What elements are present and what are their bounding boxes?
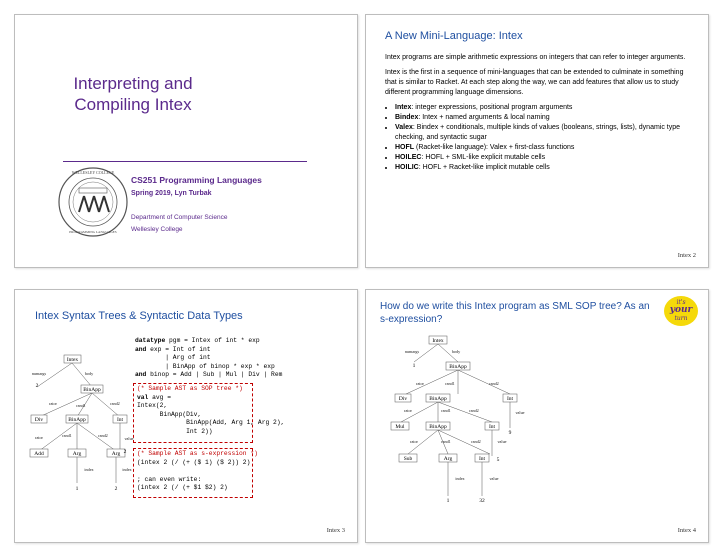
tree-leaf: 2 bbox=[123, 449, 127, 455]
slide-2-body bbox=[385, 53, 697, 173]
tree-node-arg: Arg bbox=[111, 451, 121, 457]
paragraph-1: Intex programs are simple arithmetic expressions on integers that can refer to integer arguments. bbox=[385, 54, 686, 61]
svg-text:index: index bbox=[84, 467, 94, 472]
tree-node-binapp: BinApp bbox=[429, 396, 447, 402]
exercise-tree-diagram bbox=[366, 330, 708, 530]
svg-text:rator: rator bbox=[404, 408, 412, 413]
svg-text:index: index bbox=[455, 476, 465, 481]
svg-text:rand1: rand1 bbox=[445, 381, 455, 386]
page-number: Intex 2 bbox=[677, 252, 696, 259]
slide-2-intex-intro bbox=[365, 14, 709, 268]
svg-text:rand2: rand2 bbox=[110, 401, 120, 406]
svg-text:rand2: rand2 bbox=[471, 439, 481, 444]
tree-node-intex: Intex bbox=[432, 338, 444, 344]
tree-node-int: Int bbox=[506, 396, 514, 402]
svg-text:rator: rator bbox=[416, 381, 424, 386]
svg-text:numargs: numargs bbox=[31, 371, 47, 376]
slide-3-heading: Intex Syntax Trees & Syntactic Data Types bbox=[35, 310, 243, 322]
slide-4-exercise bbox=[365, 289, 709, 543]
list-item: • Intex: integer expressions, positional program arguments bbox=[395, 103, 697, 113]
svg-text:rator: rator bbox=[49, 401, 57, 406]
list-item: • Bindex: Intex + named arguments & local naming bbox=[395, 113, 697, 123]
your-turn-badge-icon: it's your turn bbox=[664, 296, 698, 326]
tree-leaf: 1 bbox=[75, 486, 79, 490]
tree-leaf: 2 bbox=[114, 486, 118, 490]
datatype-code: datatype pgm = Intex of int * exp and exp = Int of int | Arg of int | BinApp of binop * exp * exp and binop = Add | Sub | Mul | Div | Rem bbox=[135, 337, 283, 378]
paragraph-2: Intex is the first in a sequence of mini-languages that can be extended to culminate in something that is similar to Racket. At each step along the way, we can add features that allow us to study different programming language dimensions. bbox=[385, 69, 684, 96]
tree-node-binapp: BinApp bbox=[68, 417, 86, 423]
tree-node-binapp: BinApp bbox=[429, 424, 447, 430]
svg-text:value: value bbox=[497, 439, 507, 444]
slide-1-title bbox=[14, 14, 358, 268]
slide-4-heading: How do we write this Intex program as SML SOP tree? As an s-expression? bbox=[380, 301, 650, 325]
language-list bbox=[385, 103, 697, 173]
slide-3-syntax-trees bbox=[14, 289, 358, 543]
tree-node-mul: Mul bbox=[395, 424, 405, 430]
svg-text:rand1: rand1 bbox=[441, 439, 451, 444]
tree-node-div: Div bbox=[398, 396, 408, 402]
tree-node-binapp: BinApp bbox=[83, 387, 101, 393]
tree-node-sub: Sub bbox=[403, 456, 413, 462]
wellesley-seal-icon bbox=[57, 166, 129, 238]
svg-text:body: body bbox=[451, 349, 461, 354]
slide-2-heading: A New Mini-Language: Intex bbox=[385, 30, 523, 42]
tree-node-intex: Intex bbox=[66, 357, 79, 363]
svg-text:numargs: numargs bbox=[404, 349, 420, 354]
list-item: • HOFL (Racket-like language): Valex + first-class functions bbox=[395, 143, 697, 153]
svg-text:rand2: rand2 bbox=[489, 381, 499, 386]
semester-author: Spring 2019, Lyn Turbak bbox=[131, 190, 212, 197]
svg-text:rand1: rand1 bbox=[441, 408, 451, 413]
tree-leaf: 5 bbox=[496, 457, 500, 463]
tree-node-int: Int bbox=[478, 456, 486, 462]
sexp-code: (* Sample AST as s-expression *) (intex 2 (/ (+ ($ 1) ($ 2)) 2) ; can even write: (intex 2 (/ (+ $1 $2) 2) bbox=[137, 450, 258, 491]
tree-node-div: Div bbox=[34, 417, 44, 423]
intex-tree-diagram bbox=[17, 345, 137, 490]
svg-text:WELLESLEY COLLEGE: WELLESLEY COLLEGE bbox=[71, 170, 115, 175]
svg-text:rator: rator bbox=[410, 439, 418, 444]
page-number: Intex 3 bbox=[326, 527, 345, 534]
tree-leaf: 1 bbox=[412, 363, 416, 369]
slide-1-heading: Interpreting and Compiling Intex bbox=[73, 74, 193, 114]
svg-text:rand1: rand1 bbox=[62, 433, 72, 438]
tree-leaf: 9 bbox=[508, 430, 512, 436]
course-name: CS251 Programming Languages bbox=[131, 175, 262, 185]
svg-text:PROGRAMMING LANGUAGES: PROGRAMMING LANGUAGES bbox=[69, 230, 117, 234]
tree-node-add: Add bbox=[34, 451, 44, 457]
svg-text:rand2: rand2 bbox=[469, 408, 479, 413]
sop-code: (* Sample AST as SOP tree *) val avg = Intex(2, BinApp(Div, BinApp(Add, Arg 1, Arg 2), Int 2)) bbox=[137, 385, 285, 435]
svg-text:value: value bbox=[124, 436, 134, 441]
tree-leaf: 2 bbox=[35, 383, 39, 389]
department: Department of Computer Science Wellesley College bbox=[131, 214, 228, 233]
svg-text:rand2: rand2 bbox=[98, 433, 108, 438]
tree-leaf: 32 bbox=[479, 498, 485, 504]
svg-text:rand1: rand1 bbox=[76, 403, 86, 408]
tree-node-arg: Arg bbox=[72, 451, 82, 457]
list-item: • HOILIC: HOFL + Racket-like implicit mutable cells bbox=[395, 163, 697, 173]
svg-text:index: index bbox=[122, 467, 132, 472]
page-number: Intex 4 bbox=[677, 527, 696, 534]
tree-leaf: 1 bbox=[446, 498, 450, 504]
title-divider bbox=[63, 161, 307, 162]
tree-node-binapp: BinApp bbox=[449, 364, 467, 370]
tree-node-arg: Arg bbox=[443, 456, 453, 462]
svg-text:value: value bbox=[489, 476, 499, 481]
tree-node-int: Int bbox=[488, 424, 496, 430]
tree-node-int: Int bbox=[116, 417, 124, 423]
list-item: • Valex: Bindex + conditionals, multiple kinds of values (booleans, strings, lists), dynamic type checking, and syntactic sugar bbox=[395, 123, 697, 143]
svg-text:value: value bbox=[515, 410, 525, 415]
svg-text:body: body bbox=[84, 371, 94, 376]
svg-text:rator: rator bbox=[35, 435, 43, 440]
list-item: • HOILEC: HOFL + SML-like explicit mutable cells bbox=[395, 153, 697, 163]
